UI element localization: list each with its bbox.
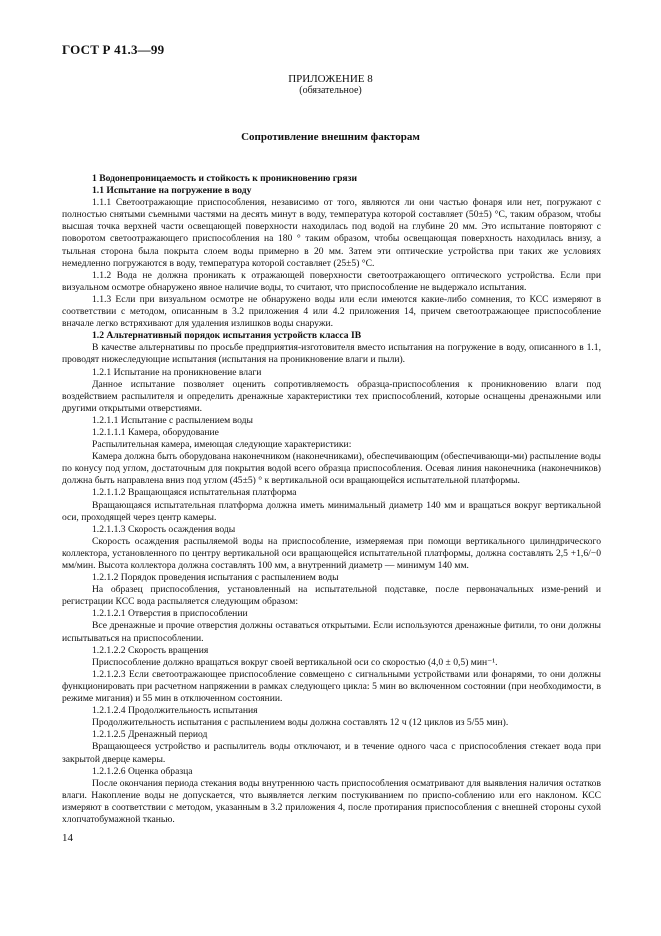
paragraph: На образец приспособления, установленный на испытательной подставке, после первоначальных изме-рений и регистрации КСС вода распыляется следующим образом: bbox=[62, 584, 601, 608]
standard-code: ГОСТ Р 41.3—99 bbox=[62, 42, 165, 57]
paragraph: 1.1.1 Светоотражающие приспособления, независимо от того, являются ли они частью фонаря или нет, погружают с полностью снятыми съемными частями на десять минут в воду, температура которой составляет (50±5) °С, таким образом, чтобы высшая точка верхней части освещающей поверхности находилась под водой на глубине 20 мм. Это испытание повторяют с поворотом светоотражающего приспособления на 180 ° таким образом, чтобы освещающая поверхность находилась внизу, а тыльная сторона была покрыта слоем воды примерно в 20 мм. Затем эти оптические устройства при таких же условиях немедленно погружаются в воду, температура которой составляет (25±5) °С. bbox=[62, 197, 601, 269]
paragraph: Скорость осаждения распыляемой воды на приспособление, измеряемая при помощи вертикального цилиндрического коллектора, установленного по центру вертикальной оси вращающейся испытательной платформы, должна составлять 2,5 +1,6/−0 мм/мин. Высота коллектора должна составлять 100 мм, а внутренний диаметр — минимум 140 мм. bbox=[62, 535, 601, 571]
paragraph: 1.2.1.2.4 Продолжительность испытания bbox=[92, 705, 258, 717]
paragraph: 1.1.3 Если при визуальном осмотре не обнаружено воды или если имеются какие-либо сомнения, то КСС измеряют в соответствии с методом, описанным в 3.2 приложения 4 или 4.2 приложения 14, причем светоотражающее приспособление вначале легко встряхивают для удаления излишков воды снаружи. bbox=[62, 293, 601, 330]
paragraph: Вращающееся устройство и распылитель воды отключают, и в течение одного часа с приспособления стекает вода при закрытой дверце камеры. bbox=[62, 741, 601, 765]
section-heading: 1.2 Альтернативный порядок испытания устройств класса IB bbox=[92, 330, 362, 342]
paragraph: После окончания периода стекания воды внутреннюю часть приспособления осматривают для выявления наличия остатков влаги. Накопление воды не допускается, что выявляется легким постукиванием по приспо-соблению или его наклоном. КСС измеряют в соответствии с методом, указанным в 3.2 приложения 4, после протирания приспособления с внешней стороны сухой хлопчатобумажной тканью. bbox=[62, 777, 601, 825]
paragraph: 1.2.1.2 Порядок проведения испытания с распылением воды bbox=[92, 572, 339, 584]
paragraph: Продолжительность испытания с распылением воды должна составлять 12 ч (12 циклов из 5/55 мин). bbox=[92, 717, 509, 729]
paragraph: Все дренажные и прочие отверстия должны оставаться открытыми. Если используются дренажные фитили, то они должны испытываться на приспособлении. bbox=[62, 620, 601, 644]
page-number: 14 bbox=[62, 832, 73, 844]
paragraph: 1.2.1.1.1 Камера, оборудование bbox=[92, 426, 219, 438]
paragraph: 1.2.1.2.3 Если светоотражающее приспособление совмещено с сигнальными устройствами или фонарями, то они должны функционировать при расчетном напряжении в рамках следующего цикла: 5 мин во включенном состоянии (при необходимости, в режиме мигания) и 55 мин в отключенном состоянии. bbox=[62, 668, 601, 705]
section-title: Сопротивление внешним факторам bbox=[241, 131, 420, 143]
paragraph: Распылительная камера, имеющая следующие характеристики: bbox=[92, 439, 352, 451]
paragraph: 1.2.1.2.5 Дренажный период bbox=[92, 729, 208, 741]
paragraph: В качестве альтернативы по просьбе предприятия-изготовителя вместо испытания на погружение в воду, описанного в 1.1, проводят нижеследующие испытания (испытания на проникновение влаги и пыли). bbox=[62, 342, 601, 366]
document-body bbox=[62, 166, 601, 826]
appendix-title: ПРИЛОЖЕНИЕ 8 bbox=[288, 73, 373, 85]
paragraph: 1.2.1.2.1 Отверстия в приспособлении bbox=[92, 608, 248, 620]
paragraph: 1.2.1.2.6 Оценка образца bbox=[92, 765, 193, 777]
paragraph: Данное испытание позволяет оценить сопротивляемость образца-приспособления к проникновению влаги под воздействием распылителя и определить дренажные характеристики тех приспособлений, которые оснащены дренажными или другими открытыми отверстиями. bbox=[62, 378, 601, 414]
paragraph: 1.2.1 Испытание на проникновение влаги bbox=[92, 366, 262, 378]
paragraph: Камера должна быть оборудована наконечником (наконечниками), обеспечивающим (обеспечивающи-ми) распыление воды по конусу под углом, достаточным для покрытия водой всего образца приспособления. Осевая линия наконечника (наконечников) должна быть направлена вниз под углом (45±5) ° к вертикальной оси вращающейся испытательной платформы. bbox=[62, 451, 601, 487]
paragraph: 1.1.2 Вода не должна проникать к отражающей поверхности светоотражающего оптического устройства. Если при визуальном осмотре обнаружено явное наличие воды, то считают, что приспособление не выдержало испытания. bbox=[62, 269, 601, 293]
section-heading: 1 Водонепроницаемость и стойкость к проникновению грязи bbox=[92, 173, 357, 184]
paragraph: 1.2.1.1.3 Скорость осаждения воды bbox=[92, 523, 236, 535]
paragraph: 1.2.1.1.2 Вращающаяся испытательная платформа bbox=[92, 487, 297, 499]
paragraph: Приспособление должно вращаться вокруг своей вертикальной оси со скоростью (4,0 ± 0,5) мин⁻¹. bbox=[92, 656, 498, 668]
paragraph: Вращающаяся испытательная платформа должна иметь минимальный диаметр 140 мм и вращаться вокруг вертикальной оси, проходящей через центр камеры. bbox=[62, 499, 601, 523]
paragraph: 1.2.1.2.2 Скорость вращения bbox=[92, 644, 209, 656]
paragraph: 1.2.1.1 Испытание с распылением воды bbox=[92, 414, 253, 426]
section-heading: 1.1 Испытание на погружение в воду bbox=[92, 185, 252, 197]
appendix-subtitle: (обязательное) bbox=[299, 85, 362, 96]
